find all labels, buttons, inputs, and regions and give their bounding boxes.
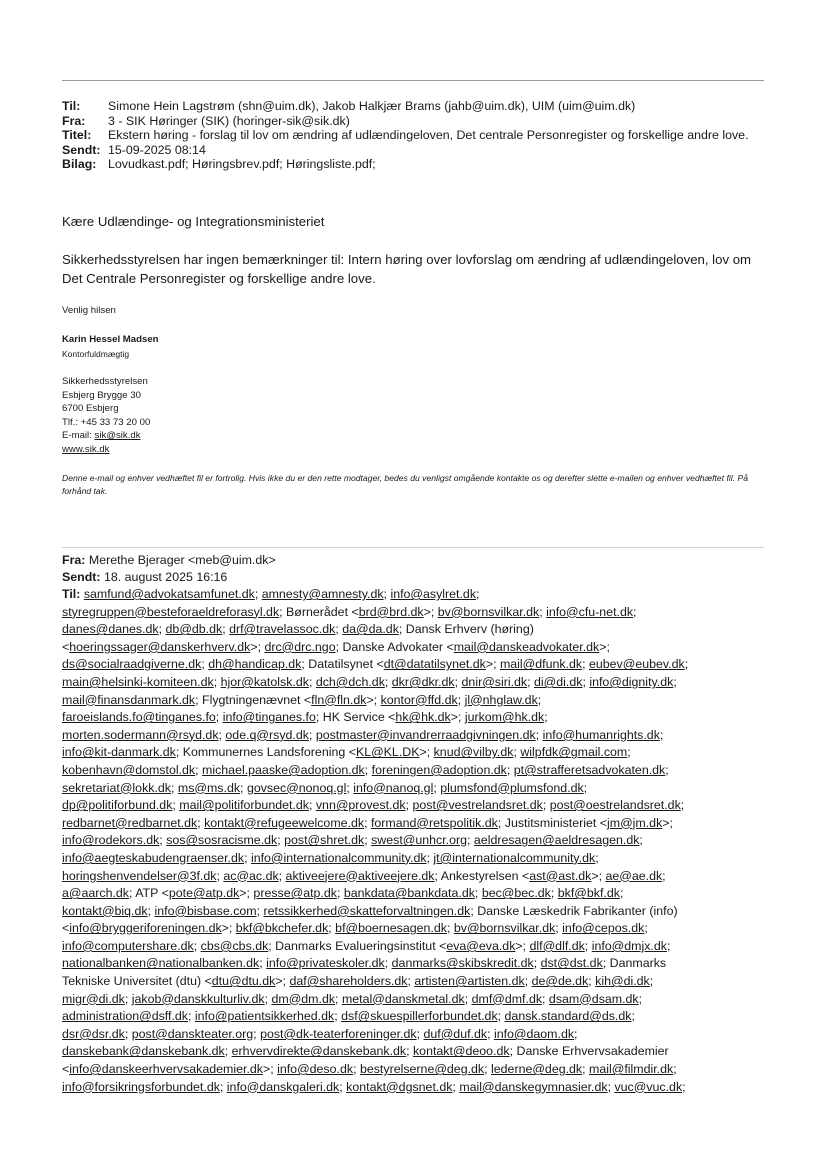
recipient-email-link[interactable]: lederne@deg.dk (491, 1062, 583, 1077)
recipient-email-link[interactable]: ms@ms.dk (177, 780, 241, 795)
recipient-email-link[interactable]: info@internationalcommunity.dk (250, 850, 427, 865)
recipient-email-link[interactable]: ode.q@rsyd.dk (225, 727, 309, 742)
recipient-email-link[interactable]: pote@atp.dk (168, 886, 240, 901)
recipient-email-link[interactable]: di@di.dk (534, 674, 583, 689)
recipient-email-link[interactable]: nationalbanken@nationalbanken.dk (62, 956, 260, 971)
recipient-email-link[interactable]: kontakt@deoo.dk (412, 1044, 510, 1059)
recipient-email-link[interactable]: ds@socialraadgiverne.dk (62, 657, 202, 672)
recipient-email-link[interactable]: dansk.standard@ds.dk (504, 1009, 632, 1024)
recipient-email-link[interactable]: postmaster@invandrerraadgivningen.dk (315, 727, 536, 742)
recipient-email-link[interactable]: kih@di.dk (595, 974, 650, 989)
recipient-email-link[interactable]: aeldresagen@aeldresagen.dk (473, 833, 640, 848)
recipient-email-link[interactable]: mail@danskegymnasier.dk (459, 1079, 608, 1094)
recipient-email-link[interactable]: info@deso.dk (277, 1062, 354, 1077)
recipient-email-link[interactable]: plumsfond@plumsfond.dk (440, 780, 584, 795)
recipient-email-link[interactable]: info@bryggeriforeningen.dk (69, 921, 222, 936)
recipient-email-link[interactable]: info@cfu-net.dk (546, 604, 634, 619)
recipient-email-link[interactable]: redbarnet@redbarnet.dk (62, 815, 198, 830)
recipient-email-link[interactable]: danmarks@skibskredit.dk (391, 956, 534, 971)
recipient-email-link[interactable]: a@aarch.dk (62, 886, 129, 901)
recipient-email-link[interactable]: jl@nhglaw.dk (464, 692, 538, 707)
recipient-email-link[interactable]: hk@hk.dk (395, 710, 451, 725)
recipient-email-link[interactable]: info@danskgaleri.dk (226, 1079, 340, 1094)
recipient-email-link[interactable]: morten.sodermann@rsyd.dk (62, 727, 219, 742)
recipient-line: info@aegteskabudengraenser.dk; info@internationalcommunity.dk; jt@internationalcommunity.dk; (62, 850, 599, 865)
signature-city: 6700 Esbjerg (62, 403, 119, 415)
recipient-line: info@forsikringsforbundet.dk; info@danskgaleri.dk; kontakt@dgsnet.dk; mail@danskegymnasier.dk; vuc@vuc.dk; (62, 1079, 686, 1094)
recipient-email-link[interactable]: info@humanrights.dk (542, 727, 660, 742)
recipient-email-link[interactable]: bf@boernesagen.dk (335, 921, 447, 936)
subject-label: Titel: (62, 128, 92, 143)
recipient-email-link[interactable]: jm@jm.dk (607, 815, 663, 830)
to-row (62, 99, 762, 114)
signature-email-row (62, 429, 150, 443)
recipient-email-link[interactable]: post@oestrelandsret.dk (549, 798, 681, 813)
to-label: Til: (62, 99, 81, 113)
recipient-line: <hoeringssager@danskerhverv.dk>; drc@drc.ngo; Danske Advokater <mail@danskeadvokater.dk>; (62, 639, 610, 654)
forwarded-sent-label: Sendt: (62, 570, 101, 584)
recipient-email-link[interactable]: dkr@dkr.dk (391, 674, 455, 689)
recipient-email-link[interactable]: kontakt@biq.dk (62, 903, 148, 918)
recipient-email-link[interactable]: presse@atp.dk (253, 886, 337, 901)
recipient-line: ds@socialraadgiverne.dk; dh@handicap.dk; Datatilsynet <dt@datatilsynet.dk>; mail@dfunk.dk; eubev@eubev.dk; (62, 657, 689, 672)
recipient-line: redbarnet@redbarnet.dk; kontakt@refugeewelcome.dk; formand@retspolitik.dk; Justitsministeriet <jm@jm.dk>; (62, 815, 673, 830)
recipient-email-link[interactable]: info@dignity.dk (589, 674, 674, 689)
from-row (62, 114, 762, 129)
recipient-email-link[interactable]: info@bisbase.com (154, 903, 257, 918)
recipient-email-link[interactable]: dsf@skuespillerforbundet.dk (341, 1009, 498, 1024)
recipient-email-link[interactable]: retssikkerhed@skatteforvaltningen.dk (263, 903, 471, 918)
to-value: Simone Hein Lagstrøm (shn@uim.dk), Jakob Halkjær Brams (jahb@uim.dk), UIM (uim@uim.dk) (108, 99, 636, 113)
recipient-email-link[interactable]: dh@handicap.dk (208, 657, 302, 672)
recipient-email-link[interactable]: kontakt@refugeewelcome.dk (204, 815, 365, 830)
recipient-email-link[interactable]: bec@bec.dk (481, 886, 551, 901)
recipient-email-link[interactable]: dt@datatilsynet.dk (383, 657, 486, 672)
recipient-email-link[interactable]: hoeringssager@danskerhverv.dk (69, 639, 251, 654)
recipient-email-link[interactable]: formand@retspolitik.dk (370, 815, 498, 830)
recipient-email-link[interactable]: wilpfdk@gmail.com (520, 745, 628, 760)
closing: Venlig hilsen (62, 305, 116, 316)
recipient-email-link[interactable]: jakob@danskkulturliv.dk (131, 991, 265, 1006)
recipient-line: danskebank@danskebank.dk; erhvervdirekte@danskebank.dk; kontakt@deoo.dk; Danske Erhvervsakademier (62, 1044, 669, 1059)
recipient-email-link[interactable]: swest@unhcr.org (371, 833, 468, 848)
recipient-email-link[interactable]: post@vestrelandsret.dk (412, 798, 543, 813)
recipient-email-link[interactable]: kontakt@dgsnet.dk (346, 1079, 453, 1094)
recipient-email-link[interactable]: sos@sosracisme.dk (166, 833, 278, 848)
from-value: 3 - SIK Høringer (SIK) (horinger-sik@sik.dk) (108, 113, 350, 128)
recipient-email-link[interactable]: erhvervdirekte@danskebank.dk (231, 1044, 407, 1059)
recipient-email-link[interactable]: info@forsikringsforbundet.dk (62, 1079, 220, 1094)
signature-email-label: E-mail: (62, 430, 95, 442)
recipient-email-link[interactable]: samfund@advokatsamfunet.dk (83, 587, 255, 601)
sent-label: Sendt: (62, 142, 101, 157)
recipient-email-link[interactable]: da@da.dk (342, 622, 399, 637)
recipient-email-link[interactable]: ac@ac.dk (223, 868, 279, 883)
signature-address (62, 375, 150, 457)
recipient-email-link[interactable]: KL@KL.DK (355, 745, 420, 760)
signature-org: Sikkerhedsstyrelsen (62, 376, 148, 387)
message-body: Sikkerhedsstyrelsen har ingen bemærkninger til: Intern høring over lovforslag om ændring af udlændingeloven, lov om Det Centrale Personregister og forskellige andre love. (62, 252, 752, 286)
recipient-line: kontakt@biq.dk; info@bisbase.com; retssikkerhed@skatteforvaltningen.dk; Danske Læskedrik Fabrikanter (info) (62, 903, 678, 918)
recipient-email-link[interactable]: horingshenvendelser@3f.dk (62, 868, 217, 883)
recipient-email-link[interactable]: amnesty@amnesty.dk (261, 587, 384, 601)
recipient-email-link[interactable]: info@daom.dk (493, 1026, 575, 1041)
signature-title: Kontorfuldmægtig (62, 349, 130, 359)
recipient-email-link[interactable]: db@db.dk (165, 622, 223, 637)
forwarded-sent-value: 18. august 2025 16:16 (104, 570, 228, 584)
attachments-label: Bilag: (62, 157, 97, 172)
recipient-email-link[interactable]: metal@danskmetal.dk (341, 991, 465, 1006)
recipient-email-link[interactable]: dnir@siri.dk (461, 674, 528, 689)
recipient-email-link[interactable]: kontor@ffd.dk (380, 692, 458, 707)
recipient-email-link[interactable]: info@aegteskabudengraenser.dk (62, 850, 245, 865)
recipient-line: styregruppen@besteforaeldreforasyl.dk; Børnerådet <brd@brd.dk>; bv@bornsvilkar.dk; info@cfu-net.dk; (62, 604, 637, 619)
sent-value: 15-09-2025 08:14 (108, 142, 206, 157)
recipient-email-link[interactable]: govsec@nonoq.gl (246, 780, 347, 795)
signature-phone: Tlf.: +45 33 73 20 00 (62, 416, 151, 428)
recipient-email-link[interactable]: brd@brd.dk (358, 604, 424, 619)
recipient-email-link[interactable]: info@rodekors.dk (62, 833, 160, 848)
recipient-email-link[interactable]: danes@danes.dk (62, 622, 159, 637)
recipient-email-link[interactable]: eva@eva.dk (446, 938, 516, 953)
recipient-email-link[interactable]: knud@vilby.dk (433, 745, 514, 760)
signature-email-link[interactable]: sik@sik.dk (94, 430, 141, 442)
recipient-email-link[interactable]: mail@dfunk.dk (499, 657, 583, 672)
recipient-line: a@aarch.dk; ATP <pote@atp.dk>; presse@atp.dk; bankdata@bankdata.dk; bec@bec.dk; bkf@bkf.dk; (62, 886, 624, 901)
recipient-email-link[interactable]: dmf@dmf.dk (471, 991, 543, 1006)
recipient-line: kobenhavn@domstol.dk; michael.paaske@adoption.dk; foreningen@adoption.dk; pt@strafferetsadvokaten.dk; (62, 762, 669, 777)
recipient-email-link[interactable]: aktiveejere@aktiveejere.dk (285, 868, 435, 883)
recipient-email-link[interactable]: bv@bornsvilkar.dk (437, 604, 540, 619)
signature-name: Karin Hessel Madsen (62, 334, 159, 345)
recipient-email-link[interactable]: dsam@dsam.dk (548, 991, 639, 1006)
recipient-email-link[interactable]: info@dmjx.dk (591, 938, 667, 953)
recipient-line: administration@dsff.dk; info@patientsikkerhed.dk; dsf@skuespillerforbundet.dk; dansk.standard@ds.dk; (62, 1009, 635, 1024)
recipient-email-link[interactable]: mail@finansdanmark.dk (62, 692, 196, 707)
recipient-line: main@helsinki-komiteen.dk; hjor@katolsk.dk; dch@dch.dk; dkr@dkr.dk; dnir@siri.dk; di@di.dk; info@dignity.dk; (62, 674, 677, 689)
recipient-email-link[interactable]: info@patientsikkerhed.dk (194, 1009, 335, 1024)
recipient-email-link[interactable]: mail@politiforbundet.dk (179, 798, 309, 813)
recipient-email-link[interactable]: info@privateskoler.dk (266, 956, 385, 971)
forwarded-from-label: Fra: (62, 553, 86, 567)
forward-divider (62, 547, 764, 548)
recipient-email-link[interactable]: styregruppen@besteforaeldreforasyl.dk (62, 604, 280, 619)
forwarded-sent (62, 569, 768, 586)
recipient-email-link[interactable]: dtu@dtu.dk (211, 974, 276, 989)
email-header (62, 99, 762, 172)
recipient-email-link[interactable]: de@de.dk (531, 974, 589, 989)
forwarded-to-label: Til: (62, 587, 84, 601)
recipient-email-link[interactable]: bkf@bkf.dk (557, 886, 620, 901)
recipient-email-link[interactable]: drf@travelassoc.dk (229, 622, 336, 637)
recipient-line: mail@finansdanmark.dk; Flygtningenævnet <fln@fln.dk>; kontor@ffd.dk; jl@nhglaw.dk; (62, 692, 542, 707)
recipient-email-link[interactable]: dst@dst.dk (540, 956, 603, 971)
recipient-email-link[interactable]: dlf@dlf.dk (529, 938, 585, 953)
recipient-email-link[interactable]: jurkom@hk.dk (464, 710, 545, 725)
top-divider (62, 80, 764, 81)
attachments-row (62, 157, 762, 172)
from-label: Fra: (62, 113, 86, 128)
recipient-email-link[interactable]: main@helsinki-komiteen.dk (62, 674, 214, 689)
recipient-email-link[interactable]: info@asylret.dk (390, 587, 477, 601)
recipient-line: nationalbanken@nationalbanken.dk; info@privateskoler.dk; danmarks@skibskredit.dk; dst@dst.dk; Danmarks (62, 956, 667, 971)
recipient-email-link[interactable]: migr@di.dk (62, 991, 125, 1006)
recipient-email-link[interactable]: administration@dsff.dk (62, 1009, 188, 1024)
recipient-email-link[interactable]: jt@internationalcommunity.dk (433, 850, 596, 865)
recipient-email-link[interactable]: faroeislands.fo@tinganes.fo (62, 710, 216, 725)
recipient-email-link[interactable]: bankdata@bankdata.dk (343, 886, 475, 901)
recipient-email-link[interactable]: info@cepos.dk (562, 921, 645, 936)
recipient-email-link[interactable]: fln@fln.dk (311, 692, 367, 707)
recipient-email-link[interactable]: dp@politiforbund.dk (62, 798, 173, 813)
recipient-email-link[interactable]: info@kit-danmark.dk (62, 745, 176, 760)
recipient-line: morten.sodermann@rsyd.dk; ode.q@rsyd.dk; postmaster@invandrerraadgivningen.dk; info@humanrights.dk; (62, 727, 664, 742)
recipient-line: danes@danes.dk; db@db.dk; drf@travelassoc.dk; da@da.dk; Dansk Erhverv (høring) (62, 622, 534, 637)
recipient-line: dp@politiforbund.dk; mail@politiforbundet.dk; vnn@provest.dk; post@vestrelandsret.dk; post@oestrelandsret.dk; (62, 798, 685, 813)
forwarded-from-value: Merethe Bjerager <meb@uim.dk> (88, 553, 276, 567)
recipient-email-link[interactable]: hjor@katolsk.dk (220, 674, 309, 689)
recipient-email-link[interactable]: dsr@dsr.dk (62, 1026, 125, 1041)
recipient-email-link[interactable]: vnn@provest.dk (315, 798, 406, 813)
signature-website-link[interactable]: www.sik.dk (62, 443, 110, 455)
recipient-email-link[interactable]: post@dansktеater.org (131, 1026, 254, 1041)
recipient-line: sekretariat@lokk.dk; ms@ms.dk; govsec@nonoq.gl; info@nanoq.gl; plumsfond@plumsfond.dk; (62, 780, 588, 795)
recipient-line: info@computershare.dk; cbs@cbs.dk; Danmarks Evalueringsinstitut <eva@eva.dk>; dlf@dlf.dk; info@dmjx.dk; (62, 938, 671, 953)
recipient-email-link[interactable]: mail@danskeadvokater.dk (453, 639, 600, 654)
recipient-email-link[interactable]: vuc@vuc.dk (614, 1079, 683, 1094)
recipient-email-link[interactable]: post@shret.dk (284, 833, 365, 848)
subject-value: Ekstern høring - forslag til lov om ændring af udlændingeloven, Det centrale Personregister og forskellige andre love. (108, 128, 749, 143)
recipient-line: Tekniske Universitet (dtu) <dtu@dtu.dk>; daf@shareholders.dk; artisten@artisten.dk; de@de.dk; kih@di.dk; (62, 974, 654, 989)
recipient-email-link[interactable]: bestyrelserne@deg.dk (359, 1062, 485, 1077)
recipient-line: <info@bryggeriforeningen.dk>; bkf@bkchefer.dk; bf@boernesagen.dk; bv@bornsvilkar.dk; info@cepos.dk; (62, 921, 648, 936)
recipient-email-link[interactable]: ast@ast.dk (529, 868, 592, 883)
recipient-email-link[interactable]: mail@filmdir.dk (589, 1062, 674, 1077)
recipient-line: info@kit-danmark.dk; Kommunernes Landsforening <KL@KL.DK>; knud@vilby.dk; wilpfdk@gmail.com; (62, 745, 631, 760)
signature-street: Esbjerg Brygge 30 (62, 389, 141, 401)
recipient-email-link[interactable]: info@nanoq.gl (353, 780, 434, 795)
recipient-email-link[interactable]: michael.paaske@adoption.dk (202, 762, 365, 777)
recipient-line: dsr@dsr.dk; post@dansktеater.org; post@dk-teaterforeninger.dk; duf@duf.dk; info@daom.dk; (62, 1026, 578, 1041)
confidentiality-disclaimer: Denne e-mail og enhver vedhæftet fil er fortrolig. Hvis ikke du er den rette modtager, bedes du venligst omgående kontakte os og derefter slette e-mailen og enhver vedhæftet fil. På forhånd tak. (62, 473, 748, 496)
recipient-email-link[interactable]: danskebank@danskebank.dk (62, 1044, 225, 1059)
recipient-email-link[interactable]: eubev@eubev.dk (588, 657, 685, 672)
recipient-line: horingshenvendelser@3f.dk; ac@ac.dk; aktiveejere@aktiveejere.dk; Ankestyrelsen <ast@ast.dk>; ae@ae.dk; (62, 868, 666, 883)
recipient-email-link[interactable]: foreningen@adoption.dk (371, 762, 507, 777)
forwarded-recipients (62, 586, 768, 1096)
recipient-email-link[interactable]: ae@ae.dk (605, 868, 663, 883)
recipient-line: <info@danskeerhvervsakademier.dk>; info@deso.dk; bestyrelserne@deg.dk; lederne@deg.dk; mail@filmdir.dk; (62, 1062, 677, 1077)
recipient-email-link[interactable]: info@tinganes.fo (222, 710, 316, 725)
recipient-email-link[interactable]: post@dk-teaterforeninger.dk (260, 1026, 417, 1041)
recipient-email-link[interactable]: cbs@cbs.dk (200, 938, 269, 953)
recipient-email-link[interactable]: bkf@bkchefer.dk (235, 921, 329, 936)
recipient-line: migr@di.dk; jakob@danskkulturliv.dk; dm@dm.dk; metal@danskmetal.dk; dmf@dmf.dk; dsam@dsam.dk; (62, 991, 643, 1006)
recipient-email-link[interactable]: bv@bornsvilkar.dk (453, 921, 556, 936)
recipient-email-link[interactable]: sekretariat@lokk.dk (62, 780, 171, 795)
recipient-email-link[interactable]: drc@drc.ngo (264, 639, 336, 654)
recipient-line: info@rodekors.dk; sos@sosracisme.dk; post@shret.dk; swest@unhcr.org; aeldresagen@aeldresagen.dk; (62, 833, 643, 848)
sent-row (62, 143, 762, 158)
recipient-email-link[interactable]: artisten@artisten.dk (414, 974, 525, 989)
forwarded-from (62, 552, 768, 569)
subject-row (62, 128, 762, 143)
recipient-email-link[interactable]: daf@shareholders.dk (289, 974, 408, 989)
greeting: Kære Udlændinge- og Integrationsministeriet (62, 214, 325, 229)
recipient-line: faroeislands.fo@tinganes.fo; info@tinganes.fo; HK Service <hk@hk.dk>; jurkom@hk.dk; (62, 710, 548, 725)
recipient-email-link[interactable]: info@danskeerhvervsakademier.dk (69, 1062, 263, 1077)
recipient-email-link[interactable]: kobenhavn@domstol.dk (62, 762, 196, 777)
recipient-line: Til: samfund@advokatsamfunet.dk; amnesty@amnesty.dk; info@asylret.dk; (62, 587, 480, 601)
recipient-email-link[interactable]: dch@dch.dk (315, 674, 385, 689)
attachments-value[interactable]: Lovudkast.pdf; Høringsbrev.pdf; Høringsliste.pdf; (108, 157, 376, 172)
recipient-email-link[interactable]: duf@duf.dk (423, 1026, 488, 1041)
recipient-email-link[interactable]: dm@dm.dk (271, 991, 336, 1006)
recipient-email-link[interactable]: info@computershare.dk (62, 938, 194, 953)
recipient-email-link[interactable]: pt@strafferetsadvokaten.dk (513, 762, 666, 777)
